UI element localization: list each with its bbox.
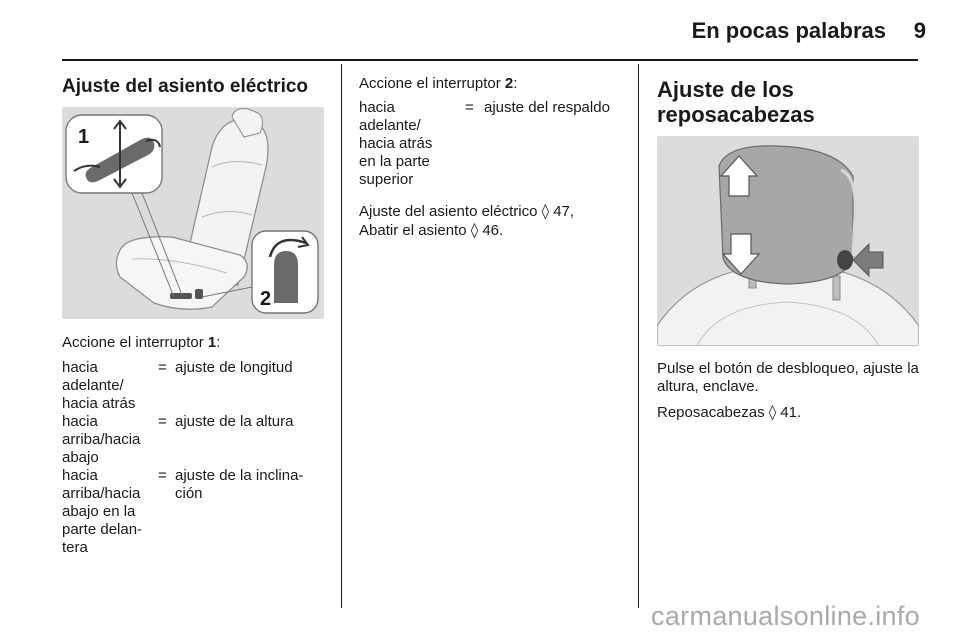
switch-2-intro: Accione el interruptor 2:	[359, 75, 518, 92]
section-heading-electric-seat: Ajuste del asiento eléctrico	[62, 76, 309, 97]
section-heading-headrest: Ajuste de los reposacabezas	[657, 77, 815, 127]
column-divider-1	[341, 64, 342, 608]
cross-references	[359, 202, 631, 240]
switch-1-table	[62, 359, 334, 557]
table-row: hacia adelante/ hacia atrás = ajuste de longitud	[62, 359, 293, 412]
switch-1-intro: Accione el interruptor 1:	[62, 334, 221, 351]
column-divider-2	[638, 64, 639, 608]
xref-arrow-icon: ◊	[470, 221, 479, 239]
page-number: 9	[913, 18, 926, 43]
table-row: hacia arriba/hacia abajo en la parte delan- tera = ajuste de la inclina- ción	[62, 467, 304, 556]
headrest-illustration	[657, 136, 919, 346]
header-rule	[62, 59, 918, 61]
figure-label-1: 1	[78, 126, 90, 148]
xref-headrest[interactable]: Reposacabezas ◊ 41.	[657, 403, 802, 421]
headrest-instructions: Pulse el botón de desbloqueo, ajuste la altura, enclave.	[657, 360, 919, 395]
xref-electric-seat[interactable]: Ajuste del asiento eléctrico ◊ 47,	[359, 202, 575, 220]
seat-illustration	[62, 107, 324, 319]
xref-fold-seat[interactable]: Abatir el asiento ◊ 46.	[359, 221, 504, 239]
running-header-title: En pocas palabras	[691, 18, 886, 43]
switch-2-table	[359, 99, 629, 191]
table-row: hacia adelante/ hacia atrás en la parte superior = ajuste del respaldo	[359, 99, 610, 188]
xref-arrow-icon: ◊	[768, 403, 777, 421]
table-row: hacia arriba/hacia abajo = ajuste de la altura	[62, 413, 294, 466]
watermark: carmanualsonline.info	[651, 601, 920, 631]
xref-arrow-icon: ◊	[541, 202, 550, 220]
figure-label-2: 2	[260, 288, 272, 310]
